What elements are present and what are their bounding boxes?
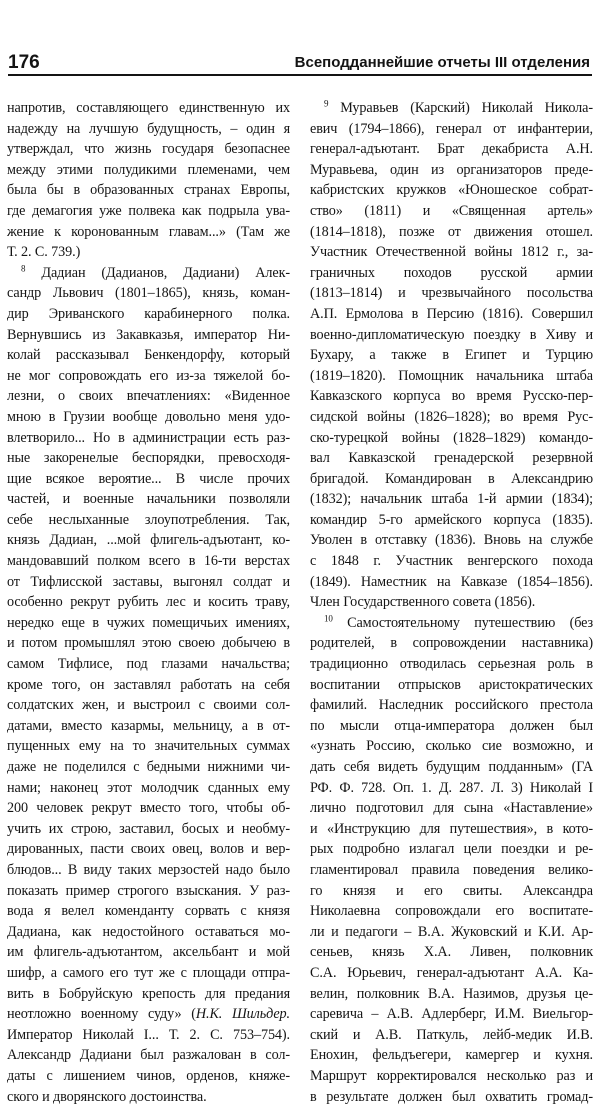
text-line [7,716,290,737]
text-line [310,325,593,346]
text-line [310,469,593,490]
text-line [310,798,593,819]
line-text: 200 человек рекрут вместо того, чтобы об- [7,800,290,816]
text-line [7,592,290,613]
text-line [7,860,290,881]
line-text: Дадиан (Дадианов, Дадиани) Алек- [41,265,290,281]
text-line [7,222,290,243]
text-line [7,963,290,984]
line-text: дированных, пасти своих овец, волов и вер- [7,841,290,857]
line-text: даты с лишением чинов, орденов, княже- [7,1068,290,1084]
line-text: сандр Львович (1801–1865), князь, коман- [7,285,290,301]
text-line [7,839,290,860]
text-line [310,1025,593,1046]
text-line [310,1004,593,1025]
text-line [310,510,593,531]
text-line [7,428,290,449]
text-line [7,572,290,593]
text-line [310,551,593,572]
text-line [310,1087,593,1107]
text-line [310,489,593,510]
line-text: ли и педагоги – В.А. Жуковский и К.И. Ар- [310,924,593,940]
text-line [7,778,290,799]
footnote-marker: 8 [21,263,25,273]
text-line [310,448,593,469]
text-line [310,366,593,387]
text-line [310,654,593,675]
text-line [310,242,593,263]
text-line [310,901,593,922]
line-text: Участник Отечественной войны 1812 г., за- [310,244,593,260]
text-line [310,98,593,119]
line-text: особенно рекрут рубить лес и косить траву, [7,594,290,610]
line-text: гламентировал правила поведения велико- [310,862,593,878]
line-text: пущенных ему на то значительных суммах [7,738,290,754]
line-text: дать себя видеть будущим подданным» (ГА [310,759,593,775]
text-line [7,922,290,943]
line-text: Енохин, фельдъегери, камергер и кухня. [310,1047,593,1063]
line-text: вить в Бобруйскую крепость для предания [7,986,290,1002]
text-line [7,551,290,572]
text-line [310,963,593,984]
line-text: генерал-адъютант. Брат декабриста А.Н. [310,141,593,157]
page-header [8,52,592,76]
text-line [7,448,290,469]
text-line [310,345,593,366]
line-text: где демагогия уже полвека как подрыла ува- [7,203,290,219]
line-text: Бухару, а также в Египет и Турцию [310,347,593,363]
left-column [7,98,290,1107]
footnote-marker: 9 [324,98,328,108]
text-line [310,716,593,737]
line-text: неотложно военному суду» ( [7,1006,196,1022]
text-line [7,489,290,510]
line-text: и «Инструкцию для путешествия», в кото- [310,821,593,837]
text-line [7,1025,290,1046]
text-line [310,881,593,902]
line-text: «узнать Россию, сколько сие возможно, и [310,738,593,754]
line-text: евич (1794–1866), генерал от инфантерии, [310,121,593,137]
text-line [310,984,593,1005]
text-line [7,160,290,181]
text-line [7,530,290,551]
line-text: ство» (1811) и «Священная артель» [310,203,593,219]
text-line [7,633,290,654]
text-line [7,263,290,284]
line-text: щие всякое вероятие... В числе прочих [7,471,290,487]
line-text: себе неслыханные злоупотребления. Так, [7,512,290,528]
line-text: ско-турецкой войны (1828–1829) командо- [310,430,593,446]
line-text: Александр Дадиани был разжалован в сол- [7,1047,290,1063]
text-line [310,160,593,181]
line-text: ского и дворянского достоинства. [7,1089,207,1105]
line-text: кабристских кружков «Юношеское собрат- [310,182,593,198]
text-line [7,757,290,778]
text-line [310,386,593,407]
text-line [310,530,593,551]
text-line [310,695,593,716]
line-text: учить их строю, заставил, босых и необму- [7,821,290,837]
line-text: (1814–1818), позже от движения отошел. [310,224,593,240]
line-text: Вернувшись из Закавказья, император Ни- [7,327,290,343]
text-line [7,304,290,325]
line-text: от Тифлисской заставы, выгонял солдат и [7,574,290,590]
text-line [310,180,593,201]
line-text: влетворило... Но в администрации есть раз- [7,430,290,446]
text-line [7,325,290,346]
line-text: кроме того, он заставлял работать на себя [7,677,290,693]
line-text: Член Государственного совета (1856). [310,594,535,610]
text-line [7,881,290,902]
text-line [310,201,593,222]
line-text: А.П. Ермолова в Персию (1816). Совершил [310,306,593,322]
line-text: Император Николай I... Т. 2. С. 753–754). [7,1027,290,1043]
text-line [7,180,290,201]
line-text: шифр, а самого его тут же с площади отпра- [7,965,290,981]
line-text: датами, вместо казармы, мельницу, а в от- [7,718,290,734]
line-text: (1819–1820). Помощник начальника штаба [310,368,593,384]
text-line [7,613,290,634]
text-line [7,695,290,716]
line-text: вода я велел коменданту сорвать с князя [7,903,290,919]
page-number: 176 [8,52,40,74]
cited-author: Н.К. Шильдер. [196,1006,290,1022]
text-line [310,942,593,963]
text-line [7,119,290,140]
line-text: между этими полудикими племенами, чем [7,162,290,178]
text-line [7,736,290,757]
text-line [310,428,593,449]
text-line [310,304,593,325]
line-text: сеньев, князь Х.А. Ливен, полковник [310,944,593,960]
text-line [7,1066,290,1087]
line-text: Дадиана, как недостойного оставаться мо- [7,924,290,940]
line-text: самом Тифлисе, под глазами начальства; [7,656,290,672]
line-text: мною в Грузии вообще довольно меня удо- [7,409,290,425]
line-text: лезни, о своих впечатлениях: «Виденное [7,388,290,404]
line-text: саревича – А.В. Адлерберг, И.М. Виельгор- [310,1006,593,1022]
text-line [7,139,290,160]
text-line [7,283,290,304]
text-line [7,386,290,407]
line-text: дир Эриванского карабинерного полка. [7,306,290,322]
line-text: велин, полковник В.А. Назимов, друзья це- [310,986,593,1002]
text-line [310,778,593,799]
line-text: Муравьева, один из организаторов преде- [310,162,593,178]
line-text: командир 5-го армейского корпуса (1835). [310,512,593,528]
line-text: напротив, составляющего единственную их [7,100,290,116]
line-text: военно-дипломатическую поездку в Хиву и [310,327,593,343]
line-text: не мог сопровождать его из-за тяжелой бо- [7,368,290,384]
line-text: (1813–1814) и чрезвычайного посольства [310,285,593,301]
line-text: Маршрут корректировался несколько раз и [310,1068,593,1084]
running-title: Всеподданнейшие отчеты III отделения [295,54,590,72]
text-line [7,1004,290,1025]
line-text: утверждал, что жизнь государя безопаснее [7,141,290,157]
line-text: в результате должен был охватить громад- [310,1089,593,1105]
text-line [310,757,593,778]
text-line [7,469,290,490]
line-text: С.А. Юрьевич, генерал-адъютант А.А. Ка- [310,965,593,981]
line-text: сидской войны (1826–1828); во время Рус- [310,409,593,425]
line-text: РФ. Ф. 728. Оп. 1. Д. 287. Л. 3) Николай I [310,780,593,796]
text-line [310,736,593,757]
line-text: родителей, в сопровождении наставника) [310,635,593,651]
text-line [7,510,290,531]
text-line [310,613,593,634]
line-text: Уволен в отставку (1836). Вновь на службе [310,532,593,548]
text-line [310,860,593,881]
line-text: рых подробно излагал цели поездки и ре- [310,841,593,857]
text-line [310,407,593,428]
line-text: воспитании отпрысков аристократических [310,677,593,693]
text-line [310,1045,593,1066]
line-text: Муравьев (Карский) Николай Никола- [340,100,593,116]
line-text: с 1848 г. Участник венгерского похода [310,553,593,569]
text-line [7,98,290,119]
text-line [310,139,593,160]
line-text: лично подготовил для сына «Наставление» [310,800,593,816]
text-line [7,1087,290,1107]
text-line [7,984,290,1005]
text-line [310,592,593,613]
line-text: нередко еще в чужих помещичьих имениях, [7,615,290,631]
text-line [310,819,593,840]
text-line [7,819,290,840]
line-text: нами; наконец этот молодчик сданных ему [7,780,290,796]
line-text: частей, и военные начальники позволяли [7,491,290,507]
text-line [310,922,593,943]
line-text: даже не поделился с бедными нижними чи- [7,759,290,775]
line-text: солдатских жен, и выстроил с своими сол- [7,697,290,713]
text-line [7,1045,290,1066]
line-text: бригадой. Командирован в Александрию [310,471,593,487]
line-text: Т. 2. С. 739.) [7,244,80,260]
text-line [310,1066,593,1087]
text-line [7,798,290,819]
line-text: Самостоятельному путешествию (без [347,615,593,631]
line-text: ский и А.В. Паткуль, лейб-медик И.В. [310,1027,593,1043]
line-text: надежду на лучшую будущность, – один я [7,121,290,137]
text-line [7,407,290,428]
text-line [7,345,290,366]
text-line [7,942,290,963]
text-line [310,572,593,593]
text-line [310,222,593,243]
text-line [310,839,593,860]
line-text: го князя и его свиты. Александра [310,883,593,899]
right-column [310,98,593,1107]
line-text: фамилий. Наследник российского престола [310,697,593,713]
line-text: вал Кавказской гренадерской резервной [310,450,593,466]
line-text: традиционно отводилась серьезная роль в [310,656,593,672]
line-text: Николаевна сопровождали его воспитате- [310,903,593,919]
line-text: граничных походов русской армии [310,265,593,281]
text-line [7,242,290,263]
line-text: показать пример строгого взыскания. У раз- [7,883,290,899]
line-text: им флигель-адъютантом, аксельбант и мой [7,944,290,960]
text-line [310,675,593,696]
text-line [7,201,290,222]
line-text: по мысли отца-императора должен был [310,718,593,734]
text-line [7,901,290,922]
text-line [7,654,290,675]
line-text: жение к коронованным главам...» (Там же [7,224,290,240]
line-text: блюдов... В виду таких мерзостей надо было [7,862,290,878]
line-text: мандовавший полком всего в 16-ти верстах [7,553,290,569]
text-line [310,283,593,304]
line-text: и потом промышлял этою своею добычею в [7,635,290,651]
text-line [310,263,593,284]
text-line [310,633,593,654]
line-text: (1849). Наместник на Кавказе (1854–1856). [310,574,593,590]
line-text: князь Дадиан, ...мой флигель-адъютант, ко- [7,532,290,548]
text-line [310,119,593,140]
line-text: (1832); начальник штаба 1-й армии (1834); [310,491,593,507]
line-text: была бы в образованных странах Европы, [7,182,290,198]
line-text: колай рассказывал Бенкендорфу, который [7,347,290,363]
text-line [7,366,290,387]
line-text: Кавказского корпуса во время Русско-пер- [310,388,593,404]
text-line [7,675,290,696]
line-text: ные закоренелые беспорядки, превосходя- [7,450,290,466]
footnote-marker: 10 [324,613,333,623]
